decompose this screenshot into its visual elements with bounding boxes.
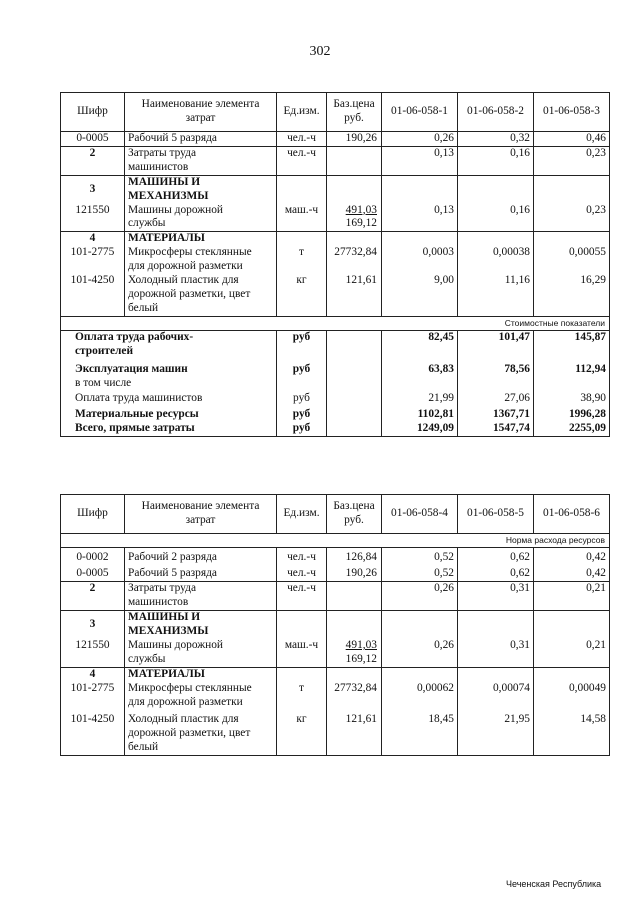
- cost-table-2: [60, 494, 610, 756]
- table-row: 4 МАТЕРИАЛЫ: [61, 667, 610, 681]
- table-row: 101-2775 Микросферы стеклянные для дорожной разметки т 27732,84 0,0003 0,00038 0,00055: [61, 246, 610, 274]
- table-row: 4 МАТЕРИАЛЫ: [61, 232, 610, 246]
- cost-table-1: [60, 92, 610, 437]
- table-row: 3 МАШИНЫ И МЕХАНИЗМЫ: [61, 175, 610, 203]
- table-row: 0-0005 Рабочий 5 разряда чел.-ч 190,26 0,52 0,62 0,42: [61, 564, 610, 581]
- table-row: 0-0005 Рабочий 5 разряда чел.-ч 190,26 0,26 0,32 0,46: [61, 132, 610, 147]
- table-row: 2 Затраты труда машинистов чел.-ч 0,13 0,16 0,23: [61, 146, 610, 175]
- header-col-3: 01-06-058-3: [534, 93, 610, 132]
- table-row: 2 Затраты труда машинистов чел.-ч 0,26 0,31 0,21: [61, 582, 610, 611]
- header-col-4: 01-06-058-4: [382, 495, 458, 534]
- header-price: Баз.цена руб.: [327, 495, 382, 534]
- header-name: Наименование элемента затрат: [125, 495, 277, 534]
- header-unit: Ед.изм.: [277, 495, 327, 534]
- table-row: 101-2775 Микросферы стеклянные для дорожной разметки т 27732,84 0,00062 0,00074 0,00049: [61, 682, 610, 710]
- table-row: 3 МАШИНЫ И МЕХАНИЗМЫ: [61, 611, 610, 639]
- table-row: 121550 Машины дорожной службы маш.-ч 491,03 169,12 0,26 0,31 0,21: [61, 639, 610, 667]
- table-row: 121550 Машины дорожной службы маш.-ч 491,03 169,12 0,13 0,16 0,23: [61, 204, 610, 232]
- table-header-row: [61, 93, 610, 132]
- table-header-row: [61, 495, 610, 534]
- summary-row: Эксплуатация машин руб 63,83 78,56 112,94: [61, 359, 610, 377]
- header-col-2: 01-06-058-2: [458, 93, 534, 132]
- header-col-1: 01-06-058-1: [382, 93, 458, 132]
- summary-row: в том числе: [61, 377, 610, 391]
- header-price: Баз.цена руб.: [327, 93, 382, 132]
- table-row: 0-0002 Рабочий 2 разряда чел.-ч 126,84 0,52 0,62 0,42: [61, 551, 610, 565]
- footer-region: Чеченская Республика: [506, 879, 602, 889]
- header-code: Шифр: [61, 495, 125, 534]
- summary-row: Материальные ресурсы руб 1102,81 1367,71 1996,28: [61, 406, 610, 422]
- header-unit: Ед.изм.: [277, 93, 327, 132]
- table-row: 101-4250 Холодный пластик для дорожной разметки, цвет белый кг 121,61 18,45 21,95 14,58: [61, 709, 610, 755]
- summary-row: Оплата труда машинистов руб 21,99 27,06 38,90: [61, 390, 610, 406]
- summary-row: Всего, прямые затраты руб 1249,09 1547,74 2255,09: [61, 422, 610, 436]
- header-col-5: 01-06-058-5: [458, 495, 534, 534]
- header-name: Наименование элемента затрат: [125, 93, 277, 132]
- summary-row: Оплата труда рабочих- строителей руб 82,45 101,47 145,87: [61, 330, 610, 358]
- header-code: Шифр: [61, 93, 125, 132]
- section-caption: Норма расхода ресурсов: [61, 534, 610, 548]
- table-row: 101-4250 Холодный пластик для дорожной разметки, цвет белый кг 121,61 9,00 11,16 16,29: [61, 274, 610, 316]
- section-caption: Стоимостные показатели: [61, 316, 610, 330]
- header-col-6: 01-06-058-6: [534, 495, 610, 534]
- page-number: 302: [309, 44, 331, 59]
